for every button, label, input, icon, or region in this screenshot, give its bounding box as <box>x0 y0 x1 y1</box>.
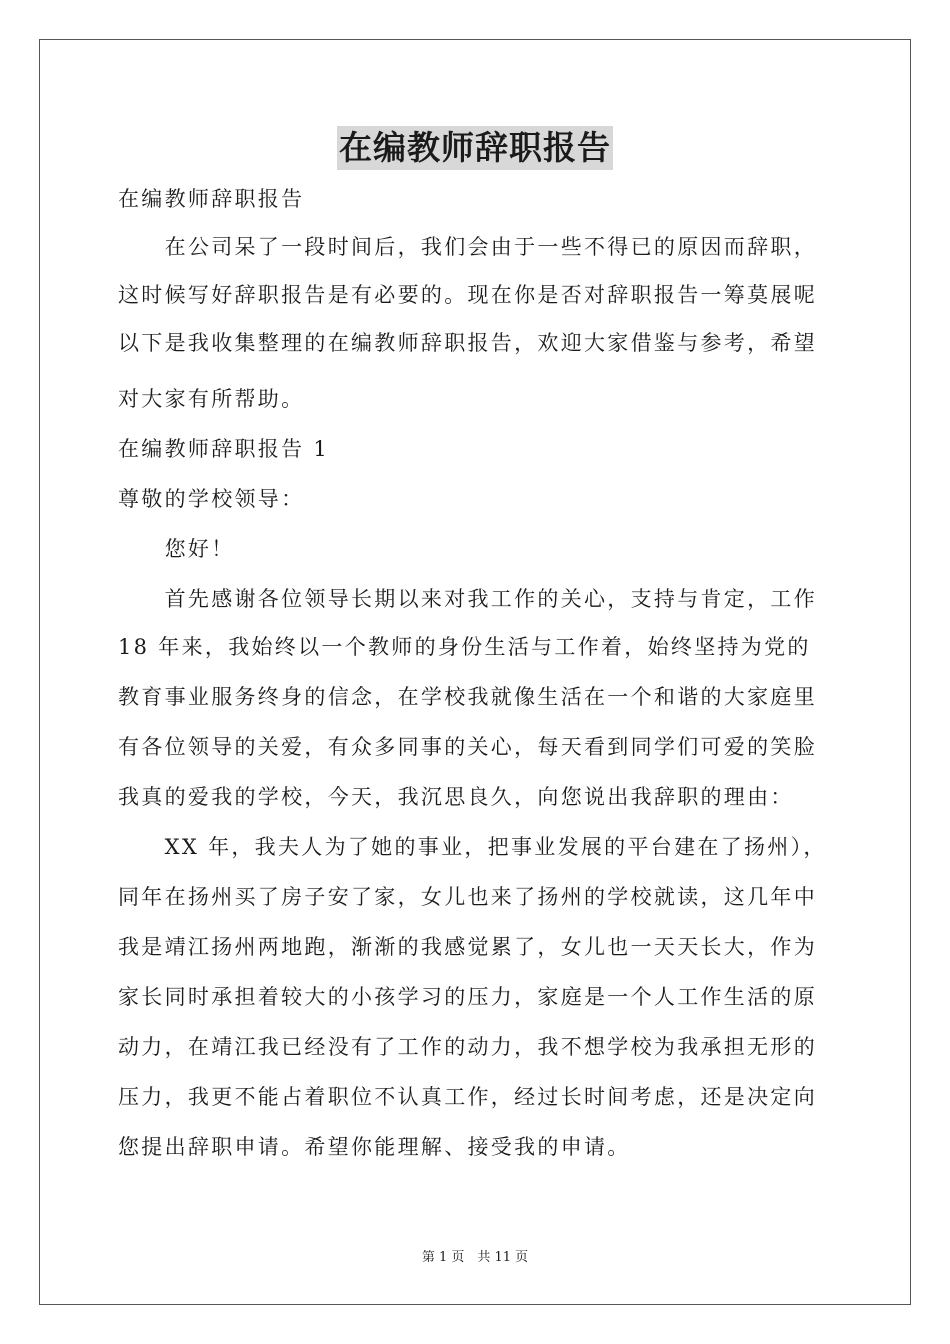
body-line: 同年在扬州买了房子安了家，女儿也来了扬州的学校就读，这几年中 <box>118 885 817 909</box>
body-line: 在公司呆了一段时间后，我们会由于一些不得已的原因而辞职， <box>118 235 817 259</box>
body-line: 动力，在靖江我已经没有了工作的动力，我不想学校为我承担无形的 <box>118 1035 817 1059</box>
body-line: 这时候写好辞职报告是有必要的。现在你是否对辞职报告一筹莫展呢 <box>118 283 817 307</box>
body-line: 以下是我收集整理的在编教师辞职报告，欢迎大家借鉴与参考，希望 <box>118 331 817 355</box>
body-line: 我真的爱我的学校，今天，我沉思良久，向您说出我辞职的理由： <box>118 785 794 809</box>
body-line: 您提出辞职申请。希望你能理解、接受我的申请。 <box>118 1135 631 1159</box>
title-container <box>0 126 950 170</box>
body-line: 18 年来，我始终以一个教师的身份生活与工作着，始终坚持为党的 <box>118 635 811 659</box>
document-subtitle: 在编教师辞职报告 <box>118 187 305 211</box>
body-line: 家长同时承担着较大的小孩学习的压力，家庭是一个人工作生活的原 <box>118 985 817 1009</box>
document-title: 在编教师辞职报告 <box>337 126 613 170</box>
body-line: 压力，我更不能占着职位不认真工作，经过长时间考虑，还是决定向 <box>118 1085 817 1109</box>
section-heading: 在编教师辞职报告 1 <box>118 437 330 461</box>
salutation: 尊敬的学校领导： <box>118 487 305 511</box>
body-line: 我是靖江扬州两地跑，渐渐的我感觉累了，女儿也一天天长大，作为 <box>118 935 817 959</box>
body-line: 教育事业服务终身的信念，在学校我就像生活在一个和谐的大家庭里 <box>118 685 817 709</box>
page-footer: 第 1 页 共 11 页 <box>421 1250 529 1265</box>
page-border <box>39 39 911 1305</box>
body-line: 首先感谢各位领导长期以来对我工作的关心，支持与肯定，工作 <box>118 587 817 611</box>
body-line: XX 年，我夫人为了她的事业，把事业发展的平台建在了扬州）， <box>118 835 827 859</box>
body-line: 有各位领导的关爱，有众多同事的关心，每天看到同学们可爱的笑脸 <box>118 735 817 759</box>
greeting: 您好！ <box>118 537 235 561</box>
body-line: 对大家有所帮助。 <box>118 387 305 411</box>
